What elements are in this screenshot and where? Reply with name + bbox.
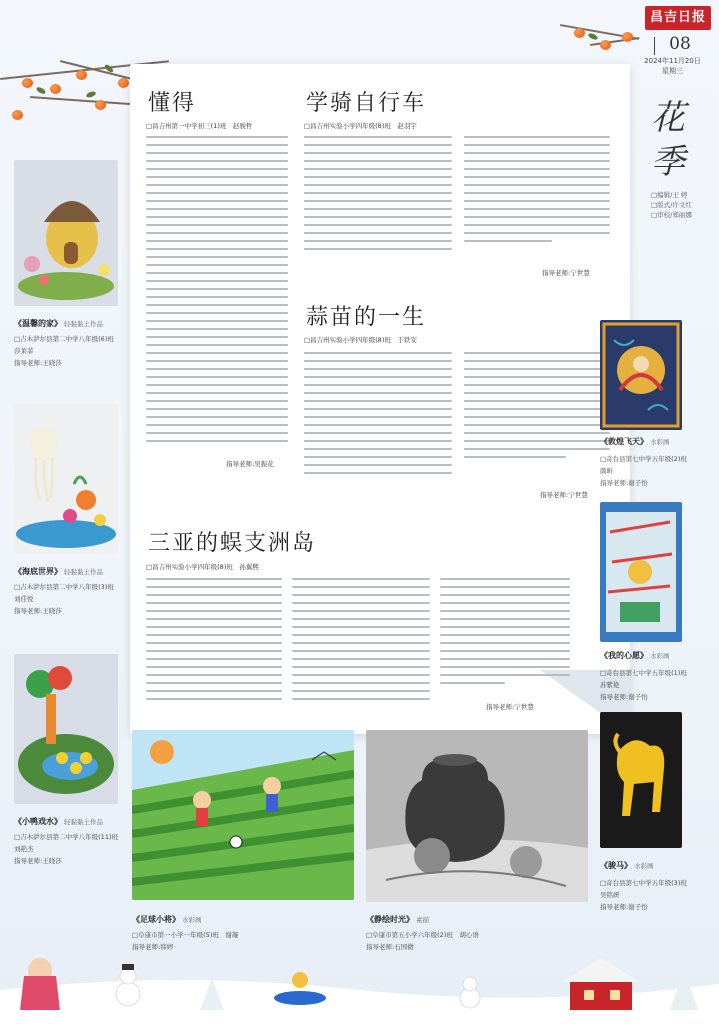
page-number: 08	[640, 34, 710, 54]
article-body-dongde	[146, 136, 288, 448]
bottom-work-teacher: 指导老师:韩婷	[132, 943, 174, 951]
right-work-title: 《敦煌飞天》 水彩画	[600, 437, 670, 446]
layout-line: □版式/许文红	[651, 201, 692, 209]
article-body-sanya-col1	[146, 578, 282, 706]
article-byline-dongde: □昌吉州第一中学初三(1)班 赵骏哲	[146, 122, 253, 130]
article-byline-bike: □昌吉州实验小学四年级(8)班 赵羽宇	[304, 122, 417, 130]
article-body-bike-left	[304, 136, 452, 256]
editor-line: □编辑/王 婷	[651, 191, 688, 199]
bottom-work-title: 《静绘时光》 素描	[366, 915, 429, 924]
article-title-sanya: 三亚的蜈支洲岛	[148, 531, 317, 556]
bottom-work-school: □阜康市第五小学六年级(2)班 胡心语	[366, 931, 479, 939]
right-work-author: 颜昕	[600, 467, 613, 475]
artwork-my-wish	[600, 502, 682, 642]
right-work-teacher: 指导老师:谢子怡	[600, 479, 648, 487]
left-work-school: □吉木萨尔县第二中学八年级(3)班	[14, 583, 114, 591]
article-body-garlic-right	[464, 352, 610, 464]
section-title: 花季	[651, 98, 685, 182]
newspaper-masthead: 昌吉日报	[645, 6, 711, 30]
left-work-author: 刘艳杰	[14, 845, 34, 853]
right-work-author: 苏紫艳	[600, 681, 620, 689]
article-byline-sanya: □昌吉州实验小学四年级(8)班 孙翼熙	[146, 563, 259, 571]
left-work-teacher: 指导老师:王晓莎	[14, 857, 62, 865]
article-title-garlic: 蒜苗的一生	[306, 305, 427, 330]
left-work-teacher: 指导老师:王晓莎	[14, 607, 62, 615]
article-title-dongde: 懂得	[148, 91, 197, 116]
article-teacher-garlic: 指导老师:宁世慧	[540, 491, 588, 499]
artwork-still-time-sketch	[366, 730, 588, 902]
left-work-author: 莎莱菲	[14, 347, 34, 355]
artwork-ducks-playing	[14, 654, 118, 804]
article-teacher-dongde: 指导老师:吴振花	[226, 460, 274, 468]
article-teacher-bike: 指导老师:宁世慧	[542, 269, 590, 277]
left-work-title: 《温馨的家》 轻黏黏土作品	[14, 319, 103, 328]
right-work-teacher: 指导老师:谢子怡	[600, 903, 648, 911]
artwork-dunhuang-feitian	[600, 320, 682, 430]
editor-credits	[651, 190, 692, 220]
left-work-title: 《海底世界》 轻黏黏土作品	[14, 567, 103, 576]
article-body-sanya-col3	[440, 578, 570, 690]
left-work-school: □吉木萨尔县第二中学八年级(11)班	[14, 833, 118, 841]
right-work-school: □奇台县第七中学五年级(3)班	[600, 879, 687, 887]
bottom-work-teacher: 指导老师:石国微	[366, 943, 414, 951]
left-work-teacher: 指导老师:王晓莎	[14, 359, 62, 367]
article-body-garlic-left	[304, 352, 452, 480]
article-body-sanya-col2	[292, 578, 430, 706]
right-work-title: 《我的心愿》 水彩画	[600, 651, 670, 660]
right-work-school: □奇台县第七中学五年级(1)班	[600, 669, 687, 677]
right-work-teacher: 指导老师:谢子怡	[600, 693, 648, 701]
article-teacher-sanya: 指导老师:宁世慧	[486, 703, 534, 711]
right-work-school: □奇台县第七中学五年级(2)班	[600, 455, 687, 463]
proofread-line: □审校/郑丽娜	[651, 211, 692, 219]
left-work-title: 《小鸭戏水》 轻黏黏土作品	[14, 817, 103, 826]
right-work-author: 吴铭妍	[600, 891, 620, 899]
issue-date: 2024年11月20日	[644, 57, 701, 65]
left-work-author: 刘佳悦	[14, 595, 34, 603]
artwork-steed	[600, 712, 682, 848]
bottom-work-title: 《足球小将》 水彩画	[132, 915, 202, 924]
article-title-bike: 学骑自行车	[306, 91, 427, 116]
article-byline-garlic: □昌吉州实验小学四年级(8)班 于铁安	[304, 336, 417, 344]
article-body-bike-right	[464, 136, 610, 256]
bottom-work-school: □阜康市第一小学一年级(5)班 谢凝	[132, 931, 239, 939]
artwork-warm-home	[14, 160, 118, 306]
artwork-underwater-world	[14, 404, 118, 554]
right-work-title: 《骏马》 水彩画	[600, 861, 654, 870]
left-work-school: □吉木萨尔县第二中学八年级(6)班	[14, 335, 114, 343]
issue-weekday: 星期三	[662, 67, 683, 75]
artwork-little-football-player	[132, 730, 354, 900]
